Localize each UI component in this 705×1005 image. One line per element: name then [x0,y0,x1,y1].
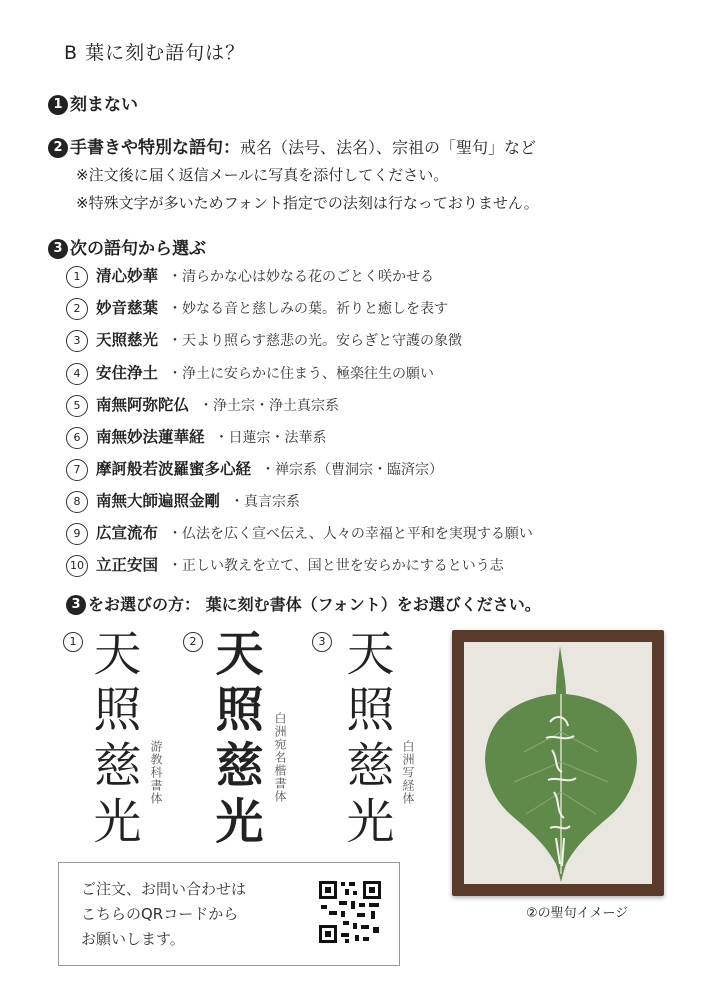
framed-leaf-image [452,630,664,896]
contact-text [81,877,246,952]
section-number: 2 [48,138,68,158]
phrase-number: 10 [66,555,88,577]
phrase-word: 立正安国 [96,556,159,574]
qr-code-icon[interactable] [317,879,383,945]
font-number: 1 [63,632,83,652]
leaf-icon [464,642,652,884]
font-name: 白洲写経体 [401,740,415,805]
phrase-number: 1 [66,266,88,288]
phrase-word: 妙音慈葉 [96,299,159,317]
phrase-number: 4 [66,363,88,385]
contact-line: ご注文、お問い合わせは [81,880,247,898]
phrase-desc: ・妙なる音と慈しみの葉。祈りと癒しを表す [168,301,449,317]
font-sample: 天照慈光 [85,628,141,852]
contact-box [58,862,400,966]
phrase-item [66,489,300,513]
font-prompt-text: をお選びの方： 葉に刻む書体（フォント）をお選びください。 [88,595,541,614]
phrase-item [66,553,504,577]
phrase-item [66,264,434,288]
phrase-number: 2 [66,298,88,320]
font-sample: 天照慈光 [339,628,392,852]
phrase-item [66,521,533,545]
contact-line: こちらのQRコードから [81,905,239,923]
contact-line: お願いします。 [81,930,185,948]
note-2: ※特殊文字が多いためフォント指定での法刻は行なっておりません。 [76,194,539,212]
phrase-word: 広宣流布 [96,524,159,542]
phrase-desc: ・正しい教えを立て、国と世を安らかにするという志 [168,558,504,574]
image-caption: ②の聖句イメージ [526,906,629,921]
phrase-item [66,361,434,385]
phrase-desc: ・天より照らす慈悲の光。安らぎと守護の象徴 [168,333,463,349]
phrase-number: 9 [66,523,88,545]
section-choose-phrase [48,234,206,259]
frame-glass [464,642,652,884]
section-handwritten [48,133,536,158]
phrase-item [66,457,443,481]
font-prompt [66,592,541,615]
note-1: ※注文後に届く返信メールに写真を添付してください。 [76,166,449,184]
phrase-desc: ・浄土宗・浄土真宗系 [199,398,340,414]
phrase-desc: ・浄土に安らかに住まう、極楽往生の願い [168,366,435,382]
phrase-item [66,393,339,417]
phrase-word: 摩訶般若波羅蜜多心経 [96,460,252,478]
font-sample: 天照慈光 [207,628,263,852]
phrase-item [66,296,448,320]
phrase-word: 南無大師遍照金剛 [96,492,221,510]
phrase-item [66,425,327,449]
section-label: 手書きや特別な語句： [70,138,240,158]
section-no-engraving [48,90,138,115]
phrase-number: 8 [66,491,88,513]
font-number: 3 [312,632,332,652]
phrase-word: 安住浄土 [96,364,159,382]
phrase-word: 南無阿弥陀仏 [96,396,190,414]
phrase-word: 南無妙法蓮華経 [96,428,205,446]
phrase-desc: ・真言宗系 [230,494,301,510]
phrase-number: 6 [66,427,88,449]
phrase-word: 清心妙華 [96,267,159,285]
font-name: 游教科書体 [149,740,163,805]
section-number: 3 [66,595,86,615]
phrase-desc: ・仏法を広く宣べ伝え、人々の幸福と平和を実現する願い [168,526,533,542]
phrase-number: 7 [66,459,88,481]
phrase-word: 天照慈光 [96,331,159,349]
phrase-item [66,328,462,352]
phrase-desc: ・禅宗系（曹洞宗・臨済宗） [261,462,444,478]
section-number: 3 [48,239,68,259]
phrase-number: 5 [66,395,88,417]
section-number: 1 [48,95,68,115]
page-title: B 葉に刻む語句は？ [64,42,246,64]
phrase-desc: ・清らかな心は妙なる花のごとく咲かせる [168,269,435,285]
phrase-number: 3 [66,330,88,352]
section-desc: 戒名（法号、法名）、宗祖の「聖句」など [240,138,537,157]
font-name: 白洲宛名楷書体 [273,712,287,803]
font-number: 2 [183,632,203,652]
section-label: 刻まない [70,95,138,115]
phrase-desc: ・日蓮宗・法華系 [214,430,327,446]
section-label: 次の語句から選ぶ [70,239,206,259]
